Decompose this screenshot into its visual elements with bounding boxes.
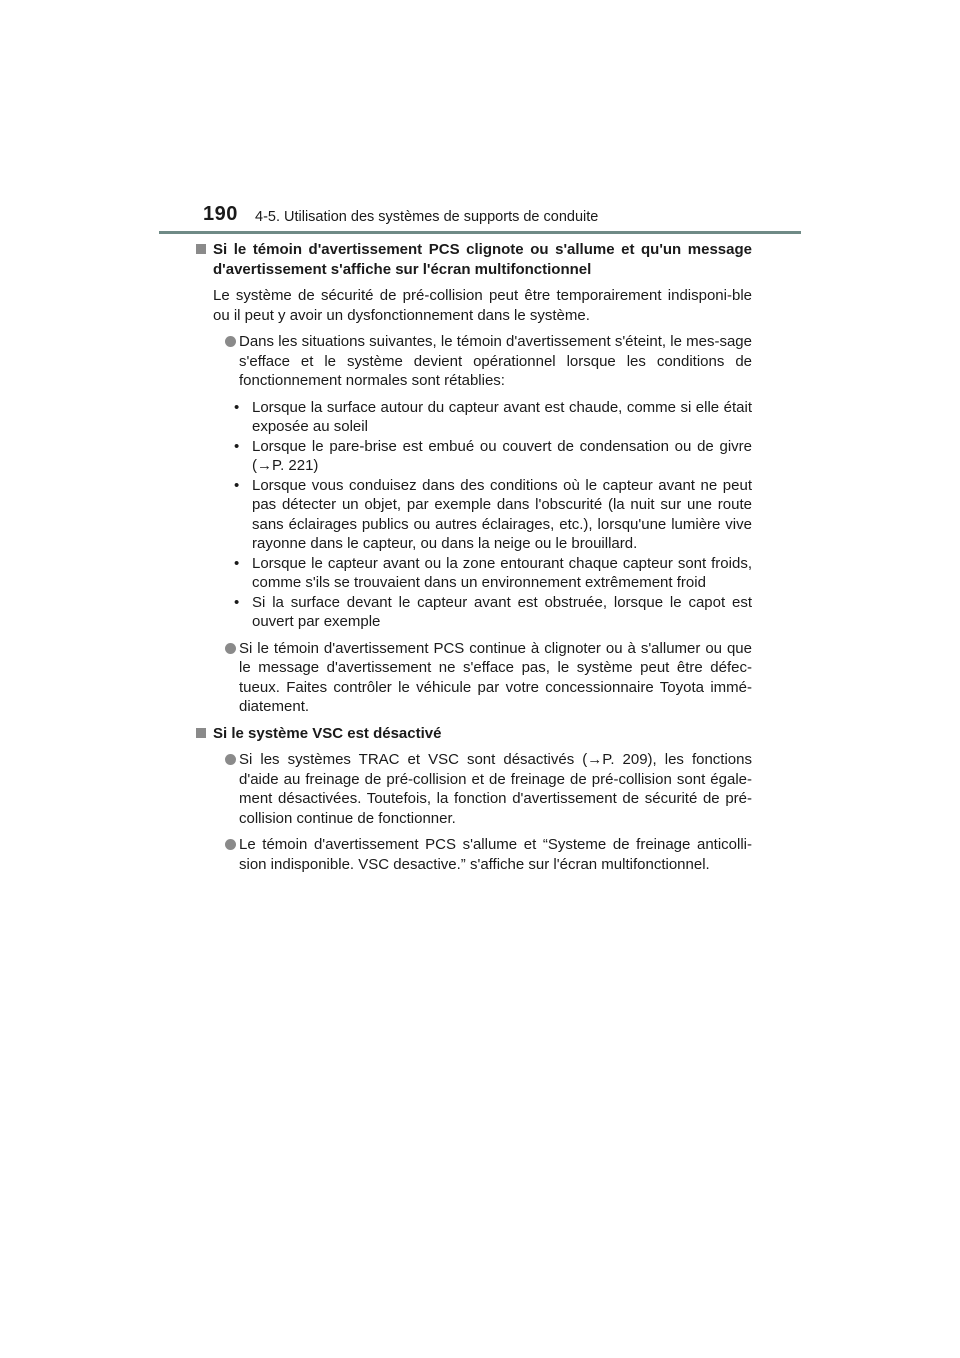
intro-paragraph: Le système de sécurité de pré-collision peut être temporairement indisponi-ble ou il peut y avoir un dysfonctionnement dans le système. <box>213 287 752 324</box>
square-bullet-icon <box>196 244 206 254</box>
sub-list <box>194 398 752 632</box>
circle-bullet-icon <box>225 336 236 347</box>
sub-item-text: Lorsque la surface autour du capteur avant est chaude, comme si elle était exposée au soleil <box>252 398 752 435</box>
bullet-text: Si le témoin d'avertissement PCS continue à clignoter ou à s'allumer ou que le message d'avertissement ne s'efface pas, le système peut être défec-tueux. Faites contrôler le véhicule par votre concessionnaire Toyota immé-diatement. <box>239 639 752 715</box>
heading-pcs-warning <box>194 240 752 279</box>
sub-item <box>194 593 752 632</box>
dot-marker-icon: • <box>234 476 240 494</box>
page-content <box>194 240 752 881</box>
bullet-text: Si les systèmes TRAC et VSC sont désactivés (→P. 209), les fonctions d'aide au freinage de pré-collision et de freinage de pré-collision sont égale-ment désactivées. Toutefois, la fonction d'avertissement de sécurité de pré-collision continue de fonctionner. <box>239 751 752 827</box>
square-bullet-icon <box>196 728 206 738</box>
page-header <box>0 0 960 240</box>
sub-item <box>194 476 752 554</box>
circle-bullet-icon <box>225 754 236 765</box>
bullet-text: Le témoin d'avertissement PCS s'allume et “Systeme de freinage anticolli-sion indisponible. VSC desactive.” s'affiche sur l'écran multifonctionnel. <box>239 836 752 873</box>
sub-item <box>194 437 752 476</box>
sub-item-text: Lorsque le capteur avant ou la zone entourant chaque capteur sont froids, comme s'ils se trouvaient dans un environnement extrêmement froid <box>252 554 752 591</box>
bullet-item <box>194 750 752 828</box>
header-rule <box>159 231 801 234</box>
circle-bullet-icon <box>225 643 236 654</box>
dot-marker-icon: • <box>234 398 240 416</box>
dot-marker-icon: • <box>234 593 240 611</box>
heading-text: Si le système VSC est désactivé <box>213 724 442 742</box>
bullet-item <box>194 639 752 717</box>
sub-item <box>194 398 752 437</box>
dot-marker-icon: • <box>234 437 240 455</box>
sub-item-text: Lorsque vous conduisez dans des conditions où le capteur avant ne peut pas détecter un objet, par exemple dans l'obscurité (la nuit sur une route sans éclairages publics ou autres éclairages, etc.), lorsqu'une lumière vive rayonne dans le capteur, ou dans la neige ou le brouillard. <box>252 476 752 552</box>
bullet-item <box>194 835 752 874</box>
heading-vsc-off <box>194 724 752 744</box>
dot-marker-icon: • <box>234 554 240 572</box>
circle-bullet-icon <box>225 839 236 850</box>
sub-item <box>194 554 752 593</box>
bullet-item <box>194 332 752 391</box>
heading-text: Si le témoin d'avertissement PCS clignote ou s'allume et qu'un message d'avertissement s'affiche sur l'écran multifonctionnel <box>213 241 752 278</box>
bullet-text: Dans les situations suivantes, le témoin d'avertissement s'éteint, le mes-sage s'efface et le système devient opérationnel lorsque les conditions de fonctionnement normales sont rétablies: <box>239 333 752 389</box>
section-title: 4-5. Utilisation des systèmes de supports de conduite <box>255 209 599 225</box>
sub-item-text: Lorsque le pare-brise est embué ou couvert de condensation ou de givre (→P. 221) <box>252 437 752 474</box>
sub-item-text: Si la surface devant le capteur avant est obstruée, lorsque le capot est ouvert par exemple <box>252 593 752 630</box>
page-number: 190 <box>203 203 238 225</box>
